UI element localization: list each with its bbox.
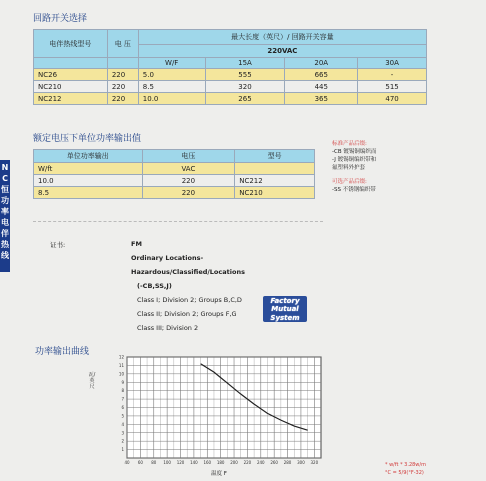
header-voltage-2: 电压	[142, 150, 235, 163]
y-tick-label: 1	[121, 447, 124, 453]
cert-line: Hazardous/Classified/Locations	[131, 268, 245, 276]
subheader-15a: 15A	[205, 58, 285, 69]
table-row	[34, 163, 315, 175]
cert-line: Class III; Division 2	[137, 324, 199, 332]
header-220vac: 220VAC	[138, 45, 426, 58]
subheader-20a: 20A	[285, 58, 358, 69]
cell: 8.5	[34, 187, 143, 199]
subheader-30a: 30A	[358, 58, 427, 69]
y-tick-label: 2	[121, 438, 124, 444]
header-voltage: 电 压	[107, 30, 138, 58]
x-tick-label: 320	[310, 460, 319, 465]
cell: NC26	[34, 69, 108, 81]
std-suffix-item: -CB 镀锡铜编织而	[332, 149, 377, 155]
section-title-power-output: 额定电压下单位功率输出值	[33, 134, 142, 144]
opt-suffix-title: 可选产品后缀:	[332, 179, 367, 185]
cert-line: Class II; Division 2; Groups F,G	[137, 310, 237, 318]
logo-text: Factory	[270, 296, 300, 305]
x-tick-label: 280	[283, 460, 292, 465]
footnote: * w/ft * 3.28w/m	[385, 462, 426, 468]
cert-line: Class I; Division 2; Groups B,C,D	[137, 296, 242, 304]
power-output-table	[33, 149, 315, 199]
std-suffix-item: -J 镀锡铜编织带和	[332, 157, 377, 163]
logo-text: System	[270, 313, 300, 322]
subheader-wf: W/F	[138, 58, 205, 69]
side-tab-label: NC恒功率电伴热线	[1, 163, 9, 260]
cell: 265	[205, 93, 285, 105]
y-tick-label: 7	[121, 396, 124, 402]
chart-ylabel: 瓦/英尺	[88, 372, 96, 390]
table-row	[34, 81, 427, 93]
cert-label: 证书:	[50, 241, 66, 249]
std-suffix-item: 氟塑料外护套	[332, 165, 366, 171]
cell: NC212	[235, 175, 315, 187]
x-tick-label: 120	[176, 460, 185, 465]
suffix-notes	[332, 140, 376, 194]
header-model: 电伴热线型号	[34, 30, 108, 58]
y-tick-label: 6	[121, 405, 124, 410]
header-model-2: 型号	[235, 150, 315, 163]
y-tick-label: 12	[118, 354, 124, 360]
table-row	[34, 69, 427, 81]
chart-title: 功率输出曲线	[35, 347, 90, 357]
cell: W/ft	[34, 163, 143, 175]
cert-block	[131, 237, 245, 335]
cell: 365	[285, 93, 358, 105]
footnote: °C = 5/9(°F-32)	[385, 470, 424, 476]
opt-suffix-item: -SS 不锈钢编织带	[332, 187, 376, 193]
cell: NC210	[34, 81, 108, 93]
side-tab	[0, 160, 10, 272]
x-tick-label: 100	[163, 460, 171, 465]
cell: 445	[285, 81, 358, 93]
cell: 220	[107, 93, 138, 105]
dotted-divider	[33, 221, 323, 222]
cell	[235, 163, 315, 175]
cert-line: Ordinary Locations-	[131, 254, 204, 262]
x-tick-label: 260	[270, 460, 278, 465]
x-tick-label: 220	[243, 460, 252, 465]
section-title-circuit-breaker: 回路开关选择	[33, 14, 88, 24]
cell: 220	[142, 175, 235, 187]
x-tick-label: 80	[151, 460, 157, 465]
cell: 665	[285, 69, 358, 81]
table-row	[34, 93, 427, 105]
header-max-length: 最大长度（英尺）/ 回路开关容量	[138, 30, 426, 45]
cell: 555	[205, 69, 285, 81]
cell: 10.0	[34, 175, 143, 187]
circuit-breaker-table	[33, 29, 427, 105]
x-tick-label: 240	[256, 460, 265, 465]
x-tick-label: 180	[216, 460, 225, 465]
cert-line: (-CB,SS,J)	[137, 282, 172, 290]
std-suffix-title: 标准产品后缀:	[332, 141, 367, 147]
x-tick-label: 60	[137, 460, 143, 465]
cell: 10.0	[138, 93, 205, 105]
cell: 220	[142, 187, 235, 199]
x-tick-label: 160	[203, 460, 212, 465]
y-tick-label: 5	[121, 413, 124, 419]
y-tick-label: 11	[118, 362, 124, 368]
cell: 8.5	[138, 81, 205, 93]
cell: 470	[358, 93, 427, 105]
cell: NC212	[34, 93, 108, 105]
y-tick-label: 4	[121, 421, 124, 427]
y-tick-label: 3	[121, 430, 124, 436]
factory-mutual-logo	[263, 296, 307, 322]
y-tick-label: 10	[118, 371, 124, 377]
header-unit-power: 单位功率输出	[34, 150, 143, 163]
logo-text: Mutual	[271, 305, 299, 313]
plot-area	[127, 357, 321, 458]
x-tick-label: 200	[230, 460, 238, 465]
x-tick-label: 300	[297, 460, 305, 465]
series-line	[201, 364, 308, 430]
x-tick-label: 40	[124, 460, 130, 465]
table-row	[34, 175, 315, 187]
cell: VAC	[142, 163, 235, 175]
table-row	[34, 187, 315, 199]
x-tick-label: 140	[190, 460, 198, 465]
cell: 515	[358, 81, 427, 93]
cell: 5.0	[138, 69, 205, 81]
y-tick-label: 8	[121, 388, 124, 394]
cell: NC210	[235, 187, 315, 199]
cell: 220	[107, 69, 138, 81]
chart-xlabel: 温度 F	[211, 471, 227, 477]
cell: -	[358, 69, 427, 81]
cert-line: FM	[131, 240, 142, 248]
cell: 220	[107, 81, 138, 93]
cell: 320	[205, 81, 285, 93]
y-tick-label: 9	[121, 379, 124, 385]
